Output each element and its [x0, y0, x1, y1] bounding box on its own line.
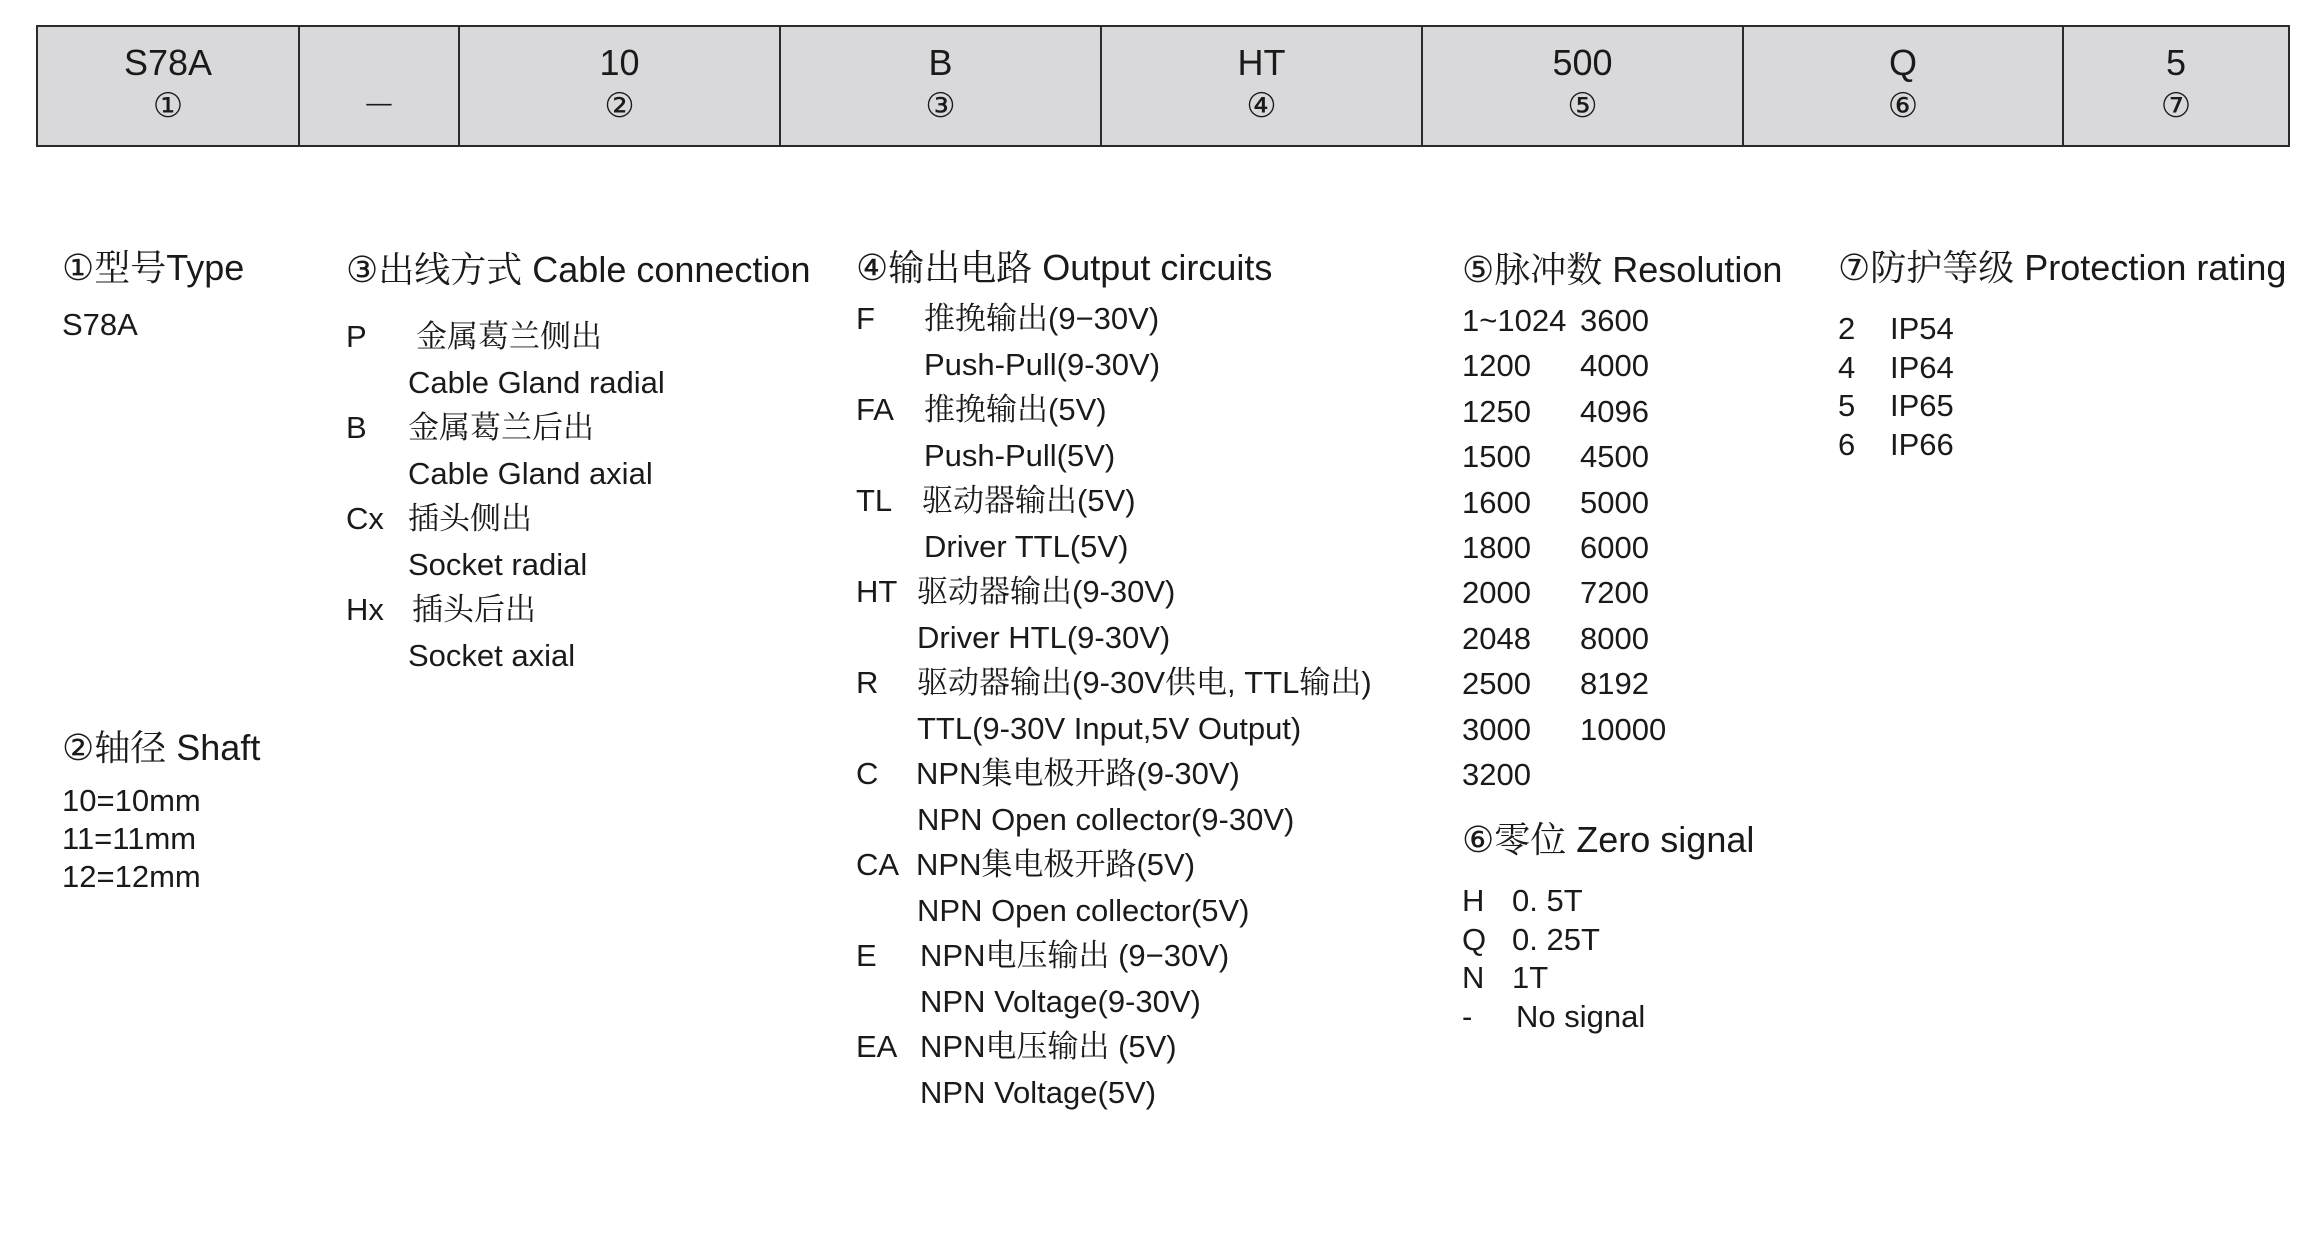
zero-heading: ⑥零位 Zero signal — [1462, 819, 1755, 860]
cable-section — [346, 248, 811, 678]
output-code: R — [856, 665, 879, 700]
output-code: EA — [856, 1029, 898, 1064]
code-index: ③ — [925, 87, 956, 125]
cable-option-code-row — [346, 314, 806, 360]
code-index: ④ — [1246, 87, 1277, 125]
protection-code: 4 — [1838, 349, 1856, 385]
zero-code: Q — [1462, 921, 1487, 957]
resolution-row — [1462, 752, 1792, 797]
resolution-value: 8000 — [1580, 620, 1649, 656]
code-cell-type — [37, 26, 299, 146]
output-option-en-row — [856, 433, 1416, 479]
zero-row — [1462, 882, 1792, 921]
resolution-value: 7200 — [1580, 575, 1649, 611]
output-desc-cn: 推挽输出(5V) — [924, 392, 1107, 427]
protection-heading: ⑦防护等级 Protection rating — [1838, 247, 2287, 288]
output-desc-cn: 驱动器输出(5V) — [922, 483, 1136, 518]
type-value: S78A — [62, 307, 138, 342]
output-desc-en: TTL(9-30V Input,5V Output) — [917, 710, 1302, 746]
cable-desc-cn: 插头侧出 — [408, 501, 532, 536]
code-index: ② — [604, 87, 635, 125]
zero-desc: No signal — [1516, 998, 1646, 1034]
protection-value: IP64 — [1890, 349, 1954, 385]
cable-desc-en: Socket radial — [408, 546, 588, 582]
resolution-value: 1500 — [1462, 439, 1531, 475]
cable-desc-en: Socket axial — [408, 637, 576, 673]
code-cell-cable — [780, 26, 1101, 146]
resolution-heading: ⑤脉冲数 Resolution — [1462, 249, 1783, 290]
code-value: 5 — [2165, 42, 2187, 83]
output-option-code-row — [856, 660, 1416, 706]
output-desc-cn: NPN集电极开路(9-30V) — [916, 756, 1240, 791]
code-index: ⑦ — [2160, 87, 2192, 125]
zero-desc: 0. 5T — [1512, 883, 1583, 918]
output-option-en-row — [856, 797, 1416, 843]
protection-value: IP54 — [1890, 311, 1954, 346]
resolution-value: 1~1024 — [1462, 303, 1567, 338]
resolution-value: 3200 — [1462, 756, 1531, 792]
code-cell-shaft — [459, 26, 780, 146]
cable-code: Cx — [346, 501, 384, 536]
resolution-value: 2048 — [1462, 620, 1531, 656]
code-cell-separator — [299, 26, 459, 146]
output-desc-cn: NPN电压输出 (9−30V) — [920, 938, 1230, 973]
shaft-heading: ②轴径 Shaft — [62, 727, 261, 768]
cable-desc-cn: 金属葛兰侧出 — [416, 319, 602, 354]
cable-option-en-row — [346, 542, 806, 588]
code-value: S78A — [123, 42, 213, 83]
output-code: C — [856, 756, 879, 791]
resolution-value: 3600 — [1580, 303, 1649, 338]
resolution-section — [1462, 248, 1792, 797]
output-option-en-row — [856, 524, 1416, 570]
resolution-row — [1462, 434, 1792, 479]
output-option-en-row — [856, 342, 1416, 388]
protection-code: 2 — [1838, 311, 1856, 346]
cable-option-code-row — [346, 405, 806, 451]
protection-code: 6 — [1838, 426, 1856, 462]
resolution-value: 4096 — [1580, 393, 1649, 429]
cable-option-en-row — [346, 360, 806, 406]
cable-option-en-row — [346, 451, 806, 497]
resolution-value: 4000 — [1580, 348, 1649, 384]
shaft-item: 11=11mm — [62, 821, 197, 856]
type-heading: ①型号Type — [62, 247, 245, 288]
cable-code: P — [346, 319, 367, 354]
resolution-row — [1462, 343, 1792, 388]
protection-row — [1838, 349, 2288, 388]
output-desc-cn: NPN电压输出 (5V) — [920, 1029, 1177, 1064]
code-index: ① — [152, 87, 184, 125]
cable-desc-cn: 金属葛兰后出 — [408, 410, 594, 445]
resolution-row — [1462, 389, 1792, 434]
cable-desc-en: Cable Gland radial — [408, 364, 665, 400]
protection-code: 5 — [1838, 388, 1856, 423]
output-option-code-row — [856, 387, 1416, 433]
output-code: E — [856, 938, 877, 973]
output-option-en-row — [856, 615, 1416, 661]
separator-dash: _ — [366, 61, 392, 110]
output-desc-cn: NPN集电极开路(5V) — [916, 847, 1196, 882]
resolution-value: 6000 — [1580, 529, 1649, 565]
resolution-row — [1462, 298, 1792, 343]
output-desc-en: NPN Voltage(5V) — [920, 1074, 1157, 1110]
code-value: HT — [1237, 42, 1286, 83]
output-option-en-row — [856, 888, 1416, 934]
protection-value: IP65 — [1890, 388, 1954, 423]
cable-code: B — [346, 410, 367, 445]
output-desc-en: Push-Pull(5V) — [924, 437, 1116, 473]
output-option-en-row — [856, 979, 1416, 1025]
resolution-row — [1462, 616, 1792, 661]
output-desc-cn: 驱动器输出(9-30V供电, TTL输出) — [917, 665, 1372, 700]
zero-row — [1462, 998, 1792, 1037]
resolution-value: 4500 — [1580, 439, 1649, 475]
code-cell-zero — [1743, 26, 2063, 146]
protection-section — [1838, 246, 2288, 464]
resolution-value: 3000 — [1462, 711, 1531, 747]
resolution-row — [1462, 570, 1792, 615]
code-value: B — [928, 42, 953, 83]
output-option-code-row — [856, 478, 1416, 524]
shaft-item: 12=12mm — [62, 859, 201, 894]
zero-code: H — [1462, 883, 1485, 918]
code-index: ⑤ — [1567, 87, 1598, 125]
output-desc-en: Driver HTL(9-30V) — [917, 619, 1171, 655]
output-code: FA — [856, 392, 894, 427]
type-section — [62, 246, 244, 344]
output-desc-en: NPN Open collector(5V) — [917, 892, 1250, 928]
output-desc-en: NPN Open collector(9-30V) — [917, 801, 1295, 837]
code-cell-output — [1101, 26, 1422, 146]
cable-desc-en: Cable Gland axial — [408, 455, 653, 491]
resolution-row — [1462, 480, 1792, 525]
resolution-value: 2000 — [1462, 575, 1531, 611]
shaft-section — [62, 726, 260, 896]
code-cell-resolution — [1422, 26, 1743, 146]
zero-code: N — [1462, 960, 1485, 995]
output-desc-cn: 推挽输出(9−30V) — [924, 301, 1160, 336]
code-value: 500 — [1552, 42, 1613, 83]
zero-desc: 1T — [1512, 960, 1549, 995]
resolution-value: 10000 — [1580, 711, 1667, 747]
output-code: CA — [856, 847, 900, 882]
zero-section — [1462, 818, 1792, 1036]
resolution-row — [1462, 525, 1792, 570]
output-desc-cn: 驱动器输出(9-30V) — [917, 574, 1176, 609]
output-option-code-row — [856, 1024, 1416, 1070]
model-code-table — [36, 25, 2290, 147]
cable-heading: ③出线方式 Cable connection — [346, 249, 811, 290]
resolution-value: 1800 — [1462, 529, 1531, 565]
shaft-item: 10=10mm — [62, 783, 201, 818]
protection-row — [1838, 310, 2288, 349]
zero-desc: 0. 25T — [1512, 921, 1600, 957]
resolution-row — [1462, 661, 1792, 706]
code-index: ⑥ — [1887, 87, 1919, 125]
output-desc-en: Push-Pull(9-30V) — [924, 346, 1161, 382]
code-value: Q — [1888, 42, 1917, 83]
resolution-row — [1462, 707, 1792, 752]
output-option-code-row — [856, 933, 1416, 979]
resolution-value: 1200 — [1462, 348, 1531, 384]
cable-desc-cn: 插头后出 — [412, 592, 536, 627]
output-option-code-row — [856, 569, 1416, 615]
cable-option-en-row — [346, 633, 806, 679]
output-heading: ④输出电路 Output circuits — [856, 247, 1273, 288]
output-code: F — [856, 301, 875, 336]
cable-option-code-row — [346, 496, 806, 542]
output-desc-en: Driver TTL(5V) — [924, 528, 1129, 564]
output-option-en-row — [856, 706, 1416, 752]
resolution-value: 2500 — [1462, 666, 1531, 702]
cable-code: Hx — [346, 592, 384, 627]
output-option-code-row — [856, 751, 1416, 797]
resolution-value: 8192 — [1580, 666, 1649, 702]
zero-code: - — [1462, 998, 1473, 1034]
output-code: TL — [856, 483, 893, 518]
output-desc-en: NPN Voltage(9-30V) — [920, 983, 1201, 1019]
protection-row — [1838, 387, 2288, 426]
zero-row — [1462, 959, 1792, 998]
zero-row — [1462, 921, 1792, 960]
resolution-value: 5000 — [1580, 484, 1649, 520]
protection-value: IP66 — [1890, 426, 1954, 462]
output-option-code-row — [856, 296, 1416, 342]
output-option-en-row — [856, 1070, 1416, 1116]
output-option-code-row — [856, 842, 1416, 888]
code-cell-protection — [2063, 26, 2289, 146]
protection-row — [1838, 426, 2288, 465]
code-value: 10 — [599, 42, 640, 83]
resolution-value: 1250 — [1462, 393, 1531, 429]
resolution-value: 1600 — [1462, 484, 1531, 520]
output-code: HT — [856, 574, 898, 609]
output-section — [856, 246, 1416, 1115]
cable-option-code-row — [346, 587, 806, 633]
